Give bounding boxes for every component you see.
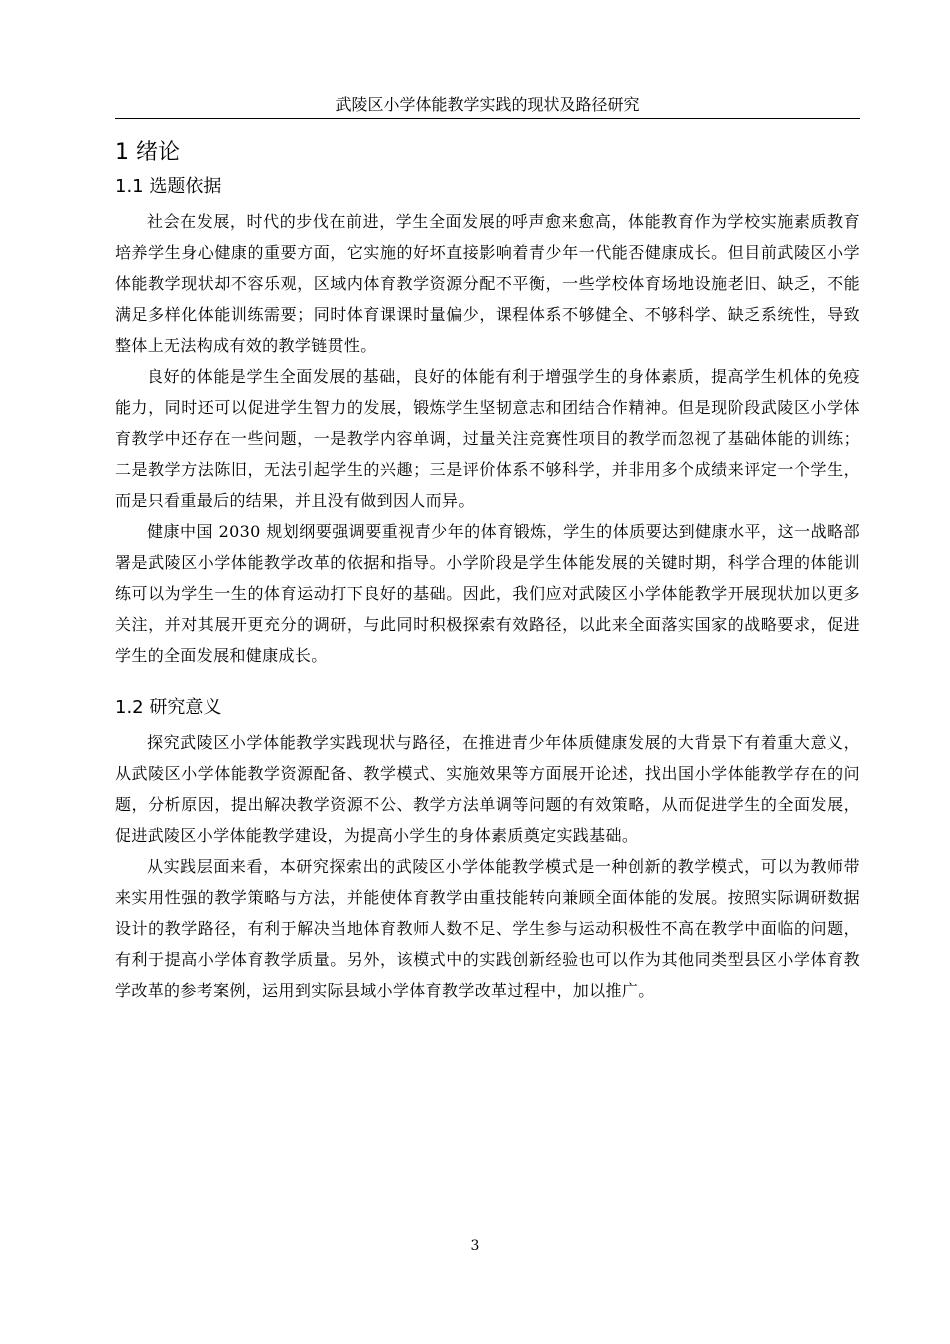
body-paragraph: 健康中国 2030 规划纲要强调要重视青少年的体育锻炼，学生的体质要达到健康水平，这一战略部署是武陵区小学体能教学改革的依据和指导。小学阶段是学生体能发展的关键时期，科学合理的体能训练可以为学生一生的体育运动打下良好的基础。因此，我们应对武陵区小学体能教学开展现状加以更多关注，并对其展开更充分的调研，与此同时积极探索有效路径，以此来全面落实国家的战略要求，促进学生的全面发展和健康成长。 (115, 522, 860, 665)
section-research-significance (115, 693, 860, 1006)
chapter-title: 1 绪论 (115, 140, 180, 165)
body-paragraph: 社会在发展，时代的步伐在前进，学生全面发展的呼声愈来愈高，体能教育作为学校实施素质教育培养学生身心健康的重要方面，它实施的好坏直接影响着青少年一代能否健康成长。但目前武陵区小学体能教学现状却不容乐观，区域内体育教学资源分配不平衡，一些学校体育场地设施老旧、缺乏，不能满足多样化体能训练需要；同时体育课课时量偏少，课程体系不够健全、不够科学、缺乏系统性，导致整体上无法构成有效的教学链贯性。 (115, 212, 860, 355)
body-paragraph: 良好的体能是学生全面发展的基础，良好的体能有利于增强学生的身体素质，提高学生机体的免疫能力，同时还可以促进学生智力的发展，锻炼学生坚韧意志和团结合作精神。但是现阶段武陵区小学体育教学中还存在一些问题，一是教学内容单调，过量关注竞赛性项目的教学而忽视了基础体能的训练；二是教学方法陈旧，无法引起学生的兴趣；三是评价体系不够科学，并非用多个成绩来评定一个学生，而是只看重最后的结果，并且没有做到因人而异。 (115, 367, 860, 510)
section-topic-basis (115, 172, 860, 671)
body-paragraph: 从实践层面来看，本研究探索出的武陵区小学体能教学模式是一种创新的教学模式，可以为教师带来实用性强的教学策略与方法，并能使体育教学由重技能转向兼顾全面体能的发展。按照实际调研数据设计的教学路径，有利于解决当地体育教师人数不足、学生参与运动积极性不高在教学中面临的问题，有利于提高小学体育教学质量。另外，该模式中的实践创新经验也可以作为其他同类型县区小学体育教学改革的参考案例，运用到实际县域小学体育教学改革过程中，加以推广。 (115, 857, 860, 1000)
page-content (115, 136, 860, 1006)
section-heading: 1.2 研究意义 (115, 697, 222, 718)
running-header: 武陵区小学体能教学实践的现状及路径研究 (115, 94, 860, 119)
section-heading: 1.1 选题依据 (115, 176, 222, 197)
page-number: 3 (470, 1238, 480, 1254)
body-paragraph: 探究武陵区小学体能教学实践现状与路径，在推进青少年体质健康发展的大背景下有着重大意义，从武陵区小学体能教学资源配备、教学模式、实施效果等方面展开论述，找出国小学体能教学存在的问题，分析原因，提出解决教学资源不公、教学方法单调等问题的有效策略，从而促进学生的全面发展，促进武陵区小学体能教学建设，为提高小学生的身体素质奠定实践基础。 (115, 733, 860, 845)
